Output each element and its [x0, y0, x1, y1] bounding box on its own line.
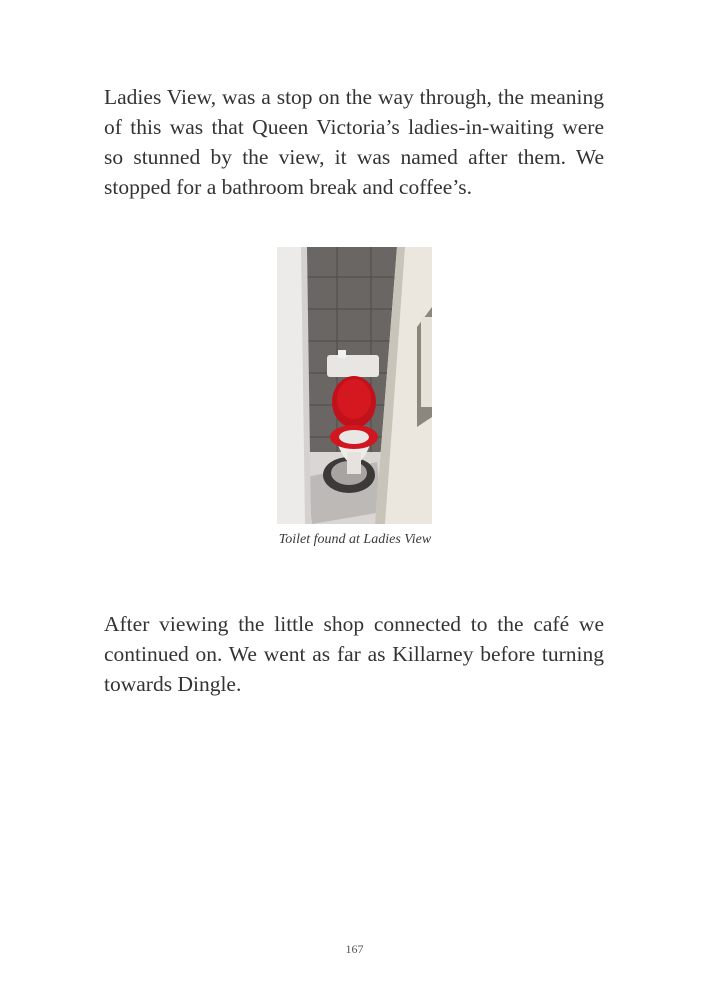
toilet-photo	[277, 247, 432, 524]
body-paragraph: Ladies View, was a stop on the way through, the meaning of this was that Queen Victoria’s ladies-in-waiting were so stunned by the view, it was named after them. We stopped for a bathroom break and coffee’s.	[104, 85, 604, 199]
page-number: 167	[345, 942, 364, 956]
figure-caption: Toilet found at Ladies View	[278, 532, 432, 547]
toilet-photo-illustration	[277, 247, 432, 524]
body-paragraph: After viewing the little shop connected to the café we continued on. We went as far as Killarney before turning towards Dingle.	[104, 612, 604, 696]
